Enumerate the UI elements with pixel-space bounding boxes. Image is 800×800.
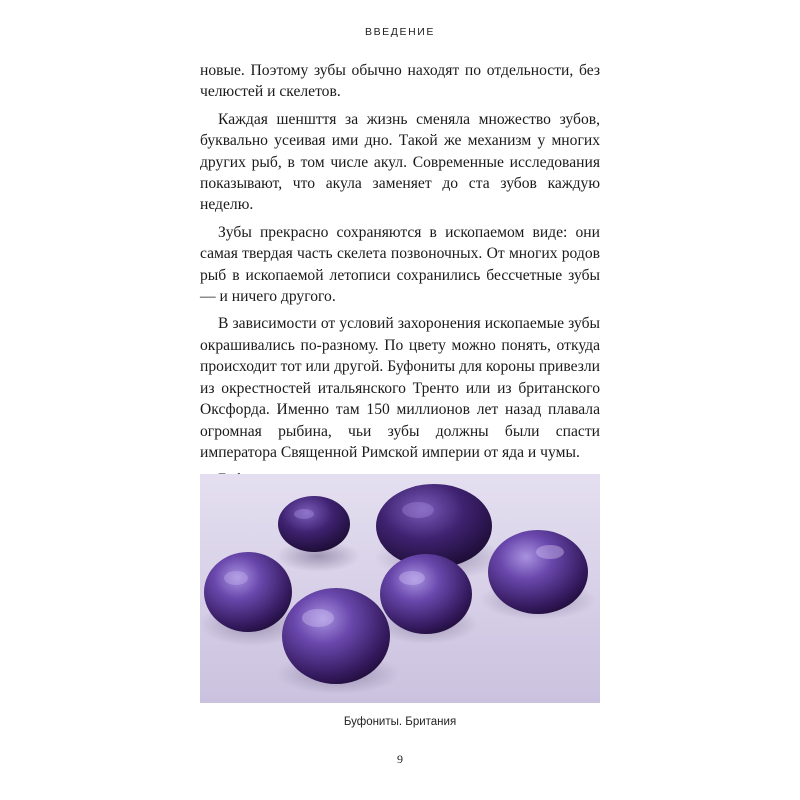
bufonites-illustration bbox=[200, 474, 600, 703]
paragraph-1: новые. Поэтому зубы обычно находят по отдельности, без челюстей и скелетов. bbox=[200, 62, 600, 101]
body-text bbox=[200, 60, 600, 540]
paragraph-4: В зависимости от условий захоронения ископаемые зубы окрашивались по-разному. По цвету можно понять, откуда происходит тот или другой. Буфониты для короны привезли из окрестностей итальянского Тренто или из британского Оксфорда. Именно там 150 миллионов лет назад плавала огромная рыбина, чьи зубы должны были спасти императора Священной Римской империи от яда и чумы. bbox=[200, 315, 600, 461]
running-head: ВВЕДЕНИЕ bbox=[364, 26, 436, 38]
bufonite-stone bbox=[282, 588, 390, 684]
bufonite-stone bbox=[488, 530, 588, 614]
figure-caption: Буфониты. Британия bbox=[343, 716, 457, 728]
page-number: 9 bbox=[397, 752, 403, 766]
bufonite-stone bbox=[278, 496, 350, 552]
paragraph-3: Зубы прекрасно сохраняются в ископаемом виде: они самая твердая часть скелета позвоночных. От многих родов рыб в ископаемой летописи сохранились бессчетные зубы — и ничего другого. bbox=[200, 223, 600, 306]
bufonite-stone bbox=[204, 552, 292, 632]
paragraph-2: Каждая шеншття за жизнь сменяла множество зубов, буквально усеивая ими дно. Такой же механизм у многих других рыб, в том числе акул. Современные исследования показывают, что акула заменяет до ста зубов каждую неделю. bbox=[200, 110, 600, 214]
bufonites-photo bbox=[200, 474, 600, 703]
bufonite-stone bbox=[380, 554, 472, 634]
